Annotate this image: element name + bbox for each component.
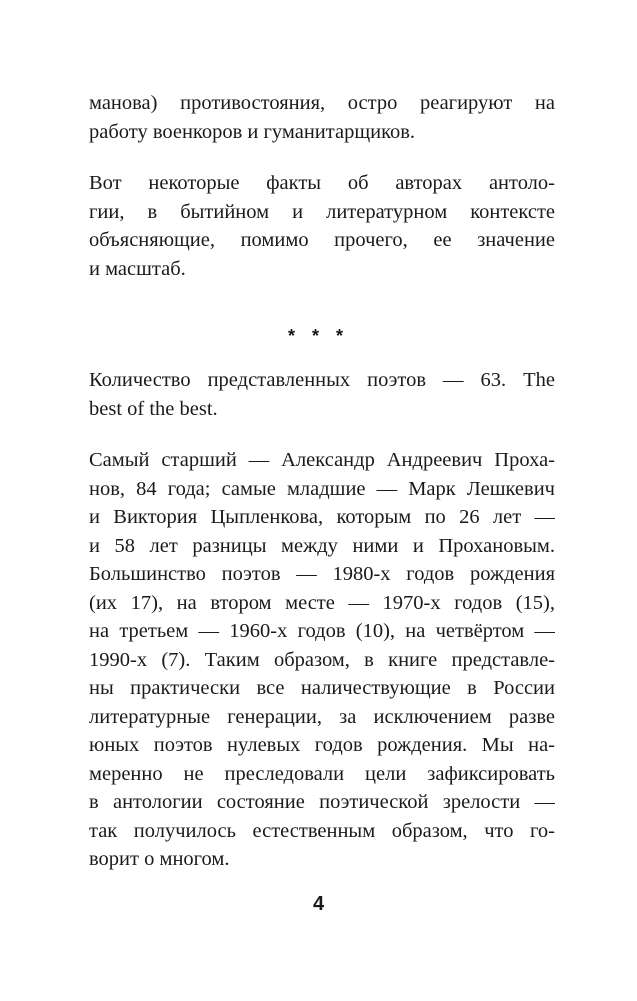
text-line: (их 17), на втором месте — 1970-х годов (15), [89, 591, 555, 614]
text-line: меренно не преследовали цели зафиксировать [89, 762, 555, 785]
text-line: 1990-х (7). Таким образом, в книге представле- [89, 648, 555, 671]
text-line: на третьем — 1960-х годов (10), на четвёртом — [89, 620, 555, 642]
text-line: работу военкоров и гуманитарщиков. [89, 120, 416, 143]
text-line: манова) противостояния, остро реагируют на [89, 92, 555, 114]
paragraph-1 [89, 89, 555, 146]
text-line: гии, в бытийном и литературном контексте [89, 200, 555, 223]
text-line: литературные генерации, за исключением разве [89, 705, 555, 728]
paragraph-4 [89, 446, 555, 874]
text-line: объясняющие, помимо прочего, ее значение [89, 229, 555, 251]
text-line: и 58 лет разницы между ними и Прохановым. [89, 534, 555, 557]
text-line: Вот некоторые факты об авторах антоло- [89, 172, 555, 194]
text-line: юных поэтов нулевых годов рождения. Мы на- [89, 734, 555, 756]
text-line: Самый старший — Александр Андреевич Проха- [89, 449, 555, 471]
section-separator: * * * [287, 326, 350, 346]
text-line: и масштаб. [89, 257, 186, 280]
page-number: 4 [312, 893, 325, 915]
text-line: best of the best. [89, 397, 218, 420]
paragraph-2 [89, 169, 555, 283]
text-line: ворит о многом. [89, 848, 230, 870]
text-line: так получилось естественным образом, что го- [89, 819, 555, 842]
text-line: Количество представленных поэтов — 63. The [89, 369, 555, 391]
text-line: нов, 84 года; самые младшие — Марк Лешкевич [89, 477, 555, 500]
paragraph-3 [89, 366, 555, 423]
text-line: и Виктория Цыпленкова, которым по 26 лет — [89, 506, 555, 528]
text-line: ны практически все наличествующие в России [89, 677, 555, 699]
text-line: Большинство поэтов — 1980-х годов рождения [89, 563, 555, 585]
text-line: в антологии состояние поэтической зрелости — [89, 791, 555, 813]
